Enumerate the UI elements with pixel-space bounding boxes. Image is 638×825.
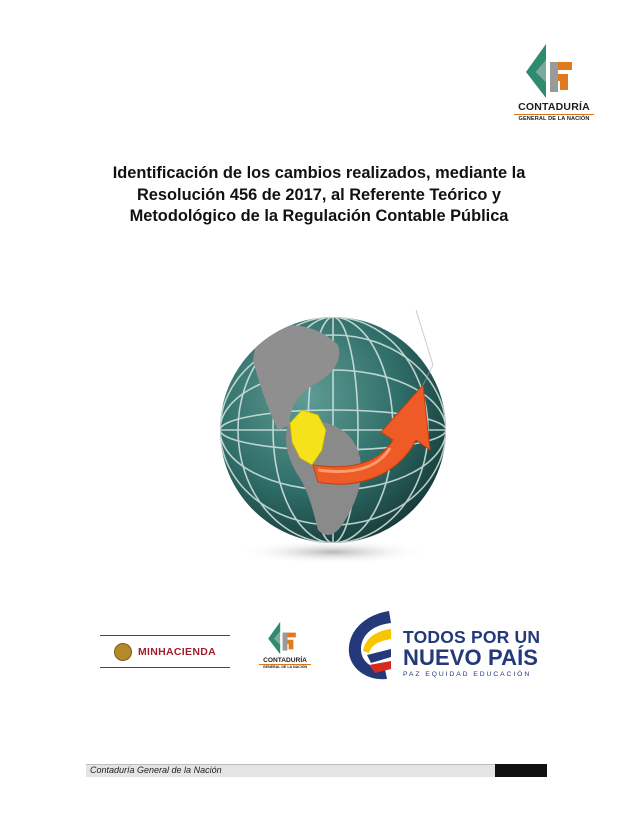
- logo-divider: [514, 114, 594, 115]
- partner-logos: [98, 605, 548, 690]
- title-line-1: Identificación de los cambios realizados, mediante la: [112, 164, 526, 182]
- minhacienda-label: MINHACIENDA: [138, 645, 216, 658]
- globe-illustration: [218, 290, 458, 580]
- title-line-2: Resolución 456 de 2017, al Referente Teórico y: [136, 185, 502, 204]
- contaduria-small-brand: CONTADURÍA: [263, 657, 307, 664]
- todos-line-3: PAZ EQUIDAD EDUCACIÓN: [403, 671, 532, 678]
- contaduria-logo: [512, 42, 596, 134]
- contaduria-emblem-small-icon: [267, 620, 303, 656]
- todos-por-un-nuevo-pais-logo: [341, 605, 541, 685]
- colombia-crest-icon: [114, 643, 132, 661]
- page-footer: [86, 764, 547, 777]
- contaduria-small-subtitle: GENERAL DE LA NACIÓN: [262, 665, 308, 669]
- document-title: [90, 163, 548, 228]
- contaduria-logo-small: [255, 620, 315, 682]
- contaduria-subtitle: GENERAL DE LA NACIÓN: [518, 116, 590, 122]
- todos-line-2: NUEVO PAÍS: [403, 645, 539, 670]
- globe-image: [218, 290, 458, 580]
- todos-line-1: TODOS POR UN: [403, 627, 541, 647]
- minhacienda-logo: [100, 635, 230, 668]
- contaduria-emblem-icon: [524, 42, 584, 100]
- title-line-3: Metodológico de la Regulación Contable Pública: [129, 207, 509, 225]
- todos-por-un-nuevo-pais-emblem-icon: [341, 605, 403, 685]
- minhacienda-bottom-rule: [100, 667, 230, 668]
- footer-dark-block: [495, 764, 547, 777]
- contaduria-brand: CONTADURÍA: [518, 101, 590, 113]
- footer-text: Contaduría General de la Nación: [90, 765, 222, 775]
